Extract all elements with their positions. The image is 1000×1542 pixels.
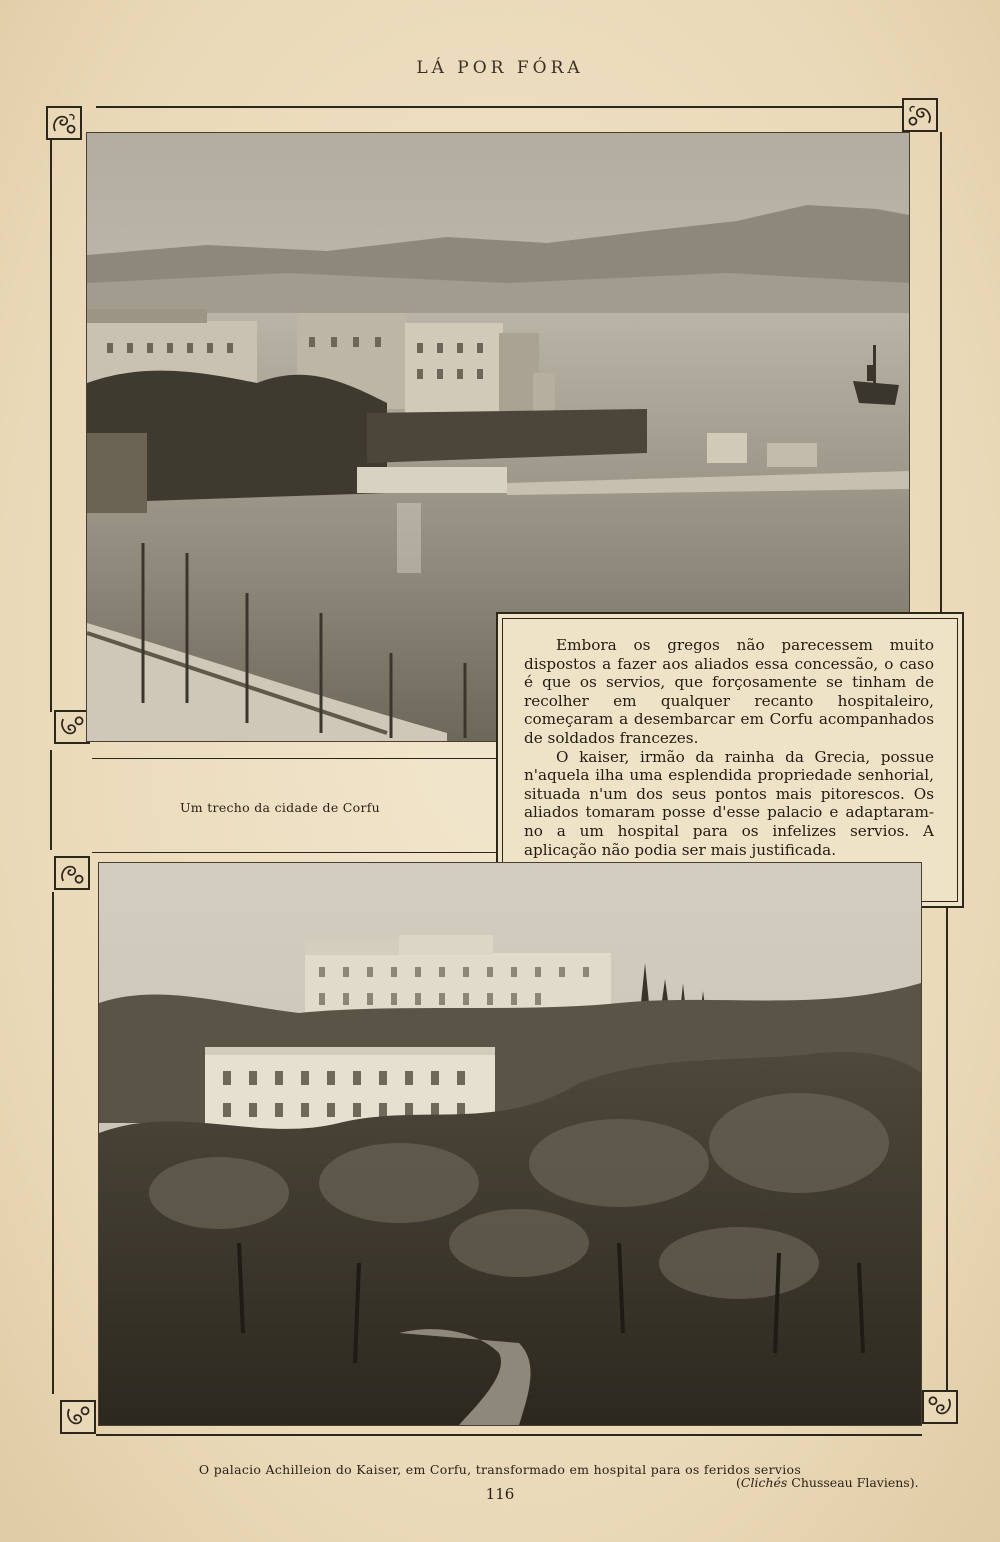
frame-mid-rule-left — [50, 750, 52, 850]
ornament-icon — [48, 108, 80, 138]
credit-cliches: Clichés — [740, 1475, 788, 1490]
frame-bottom-left-rule — [52, 892, 54, 1394]
ornament-top-left — [46, 106, 82, 140]
caption-top-photo: Um trecho da cidade de Corfu — [179, 800, 381, 815]
ornament-icon — [56, 858, 88, 888]
frame-bottom-rule — [96, 1434, 922, 1436]
frame-bottom-right-rule — [946, 908, 948, 1390]
page-number: 116 — [485, 1485, 515, 1503]
ornament-bottom-left — [60, 1400, 96, 1434]
ornament-icon — [62, 1402, 94, 1432]
frame-left-rule — [50, 140, 52, 712]
credit-text: Chusseau Flaviens). — [787, 1475, 919, 1490]
ornament-icon — [56, 712, 88, 742]
frame-right-rule — [940, 132, 942, 612]
ornament-icon — [924, 1392, 956, 1422]
ornament-mid-left-2 — [54, 856, 90, 890]
caption-bottom-photo: O palacio Achilleion do Kaiser, em Corfu, transformado em hospital para os feridos servios — [198, 1462, 802, 1477]
article-paragraph-1: Embora os gregos não parecessem muito dispostos a fazer aos aliados essa concessão, o caso é que os servios, que forçosamente se tinham de recolher em qualquer recanto hospitaleiro, começaram a desembarcar em Corfu acompanhados de soldados francezes. — [524, 636, 934, 747]
ornament-top-right — [902, 98, 938, 132]
photo-achilleion-palace — [98, 862, 922, 1426]
page-header: LÁ POR FÓRA — [416, 58, 584, 78]
article-body — [524, 636, 934, 859]
ornament-mid-left-1 — [54, 710, 90, 744]
frame-top-rule — [96, 106, 902, 108]
palace-illustration — [99, 863, 921, 1425]
frame-mid-rule-2 — [92, 852, 496, 853]
ornament-bottom-right — [922, 1390, 958, 1424]
credit-open-paren: ( — [736, 1475, 741, 1490]
ornament-icon — [904, 100, 936, 130]
article-paragraph-2: O kaiser, irmão da rainha da Grecia, possue n'aquela ilha uma esplendida propriedade senhorial, situada n'um dos seus pontos mais pitorescos. Os aliados tomaram posse d'esse palacio e adaptaram-no a um hospital para os infelizes servios. A aplicação não podia ser mais justificada. — [524, 747, 934, 859]
frame-mid-rule — [92, 758, 496, 759]
